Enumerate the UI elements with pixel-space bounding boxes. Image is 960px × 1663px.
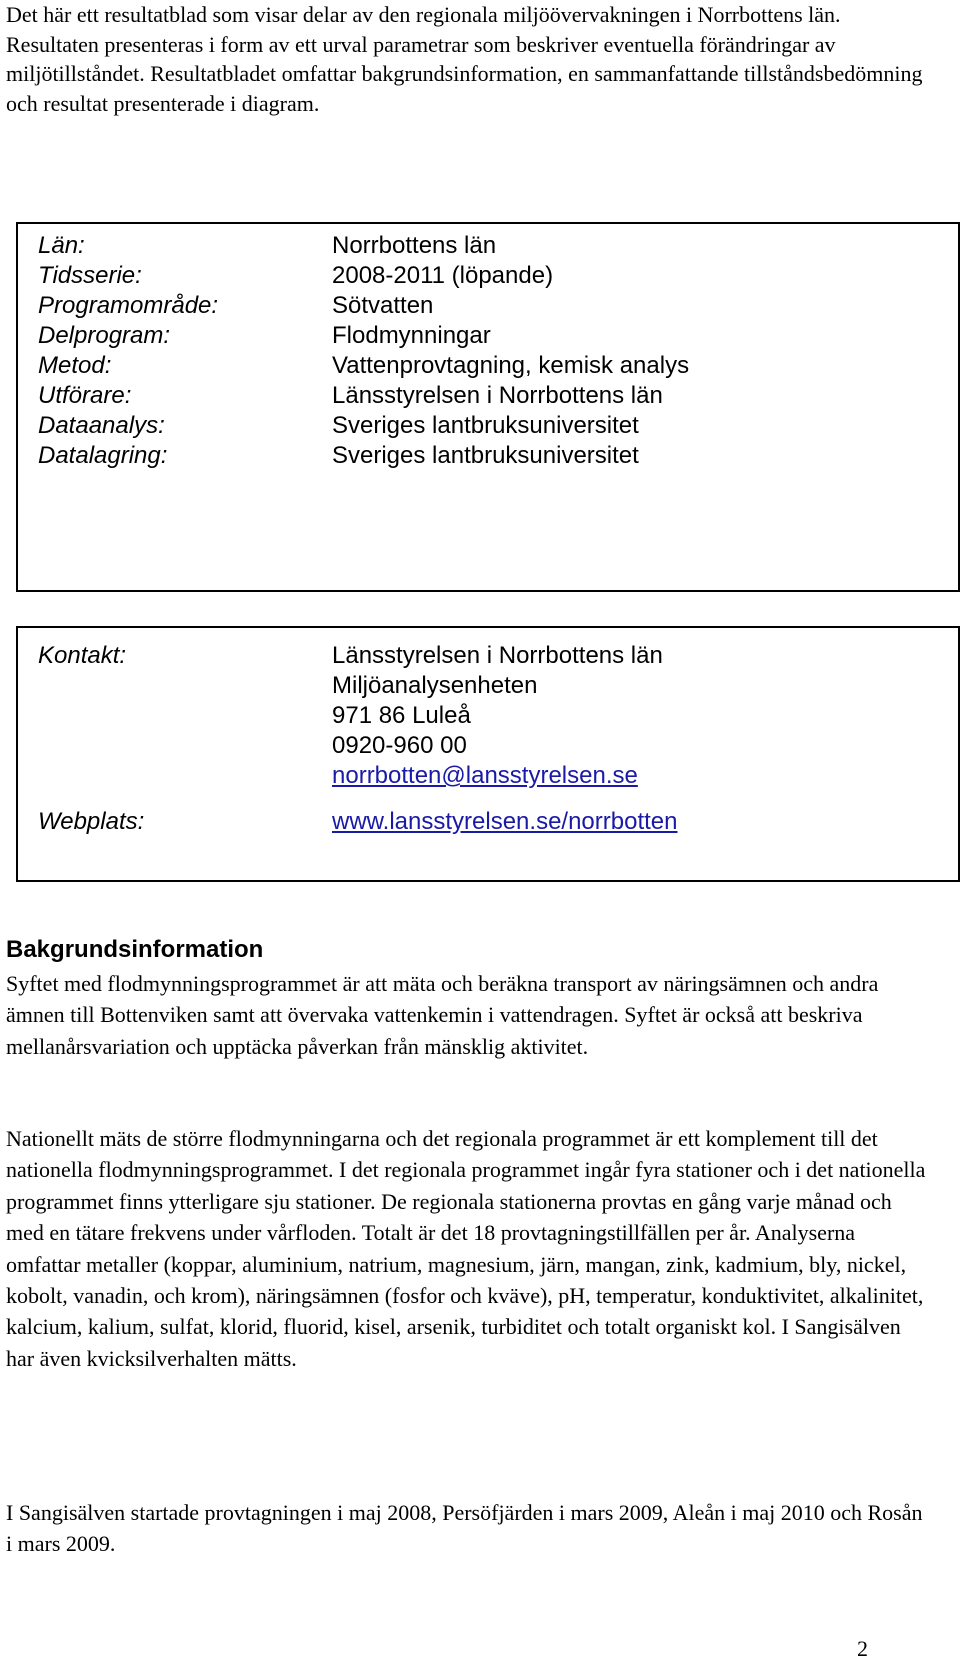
email-link[interactable]: norrbotten@lansstyrelsen.se (332, 762, 638, 789)
info-label: Programområde: (38, 292, 219, 319)
info-value: Sveriges lantbruksuniversitet (332, 442, 639, 469)
contact-row (18, 672, 958, 703)
info-row (18, 322, 958, 353)
info-row (18, 352, 958, 383)
web-link[interactable]: www.lansstyrelsen.se/norrbotten (332, 808, 678, 835)
info-row (18, 442, 958, 473)
info-label: Tidsserie: (38, 262, 142, 289)
info-row (18, 412, 958, 443)
info-row (18, 232, 958, 263)
info-value: Norrbottens län (332, 232, 497, 259)
contact-line: 0920-960 00 (332, 732, 467, 759)
info-value: Sötvatten (332, 292, 434, 319)
info-label: Metod: (38, 352, 112, 379)
info-value: Vattenprovtagning, kemisk analys (332, 352, 690, 379)
info-label: Utförare: (38, 382, 132, 409)
info-label: Län: (38, 232, 85, 259)
background-paragraph: Nationellt mäts de större flodmynningarna och det regionala programmet är ett komplement till det nationella flodmynningsprogrammet. I det regionala programmet ingår fyra stationer och i det nationella programmet finns ytterligare sju stationer. De regionala stationerna provtas en gång varje månad och med en tätare frekvens under vårfloden. Totalt är det 18 provtagningstillfällen per år. Analyserna omfattar metaller (koppar, aluminium, natrium, magnesium, järn, mangan, zink, kadmium, bly, nickel, kobolt, vanadin, och krom), näringsämnen (fosfor och kväve), pH, temperatur, konduktivitet, alkalinitet, kalcium, kalium, sulfat, klorid, fluorid, kisel, arsenik, turbiditet och totalt organiskt kol. I Sangisälven har även kvicksilverhalten mätts. (6, 1126, 926, 1371)
contact-label: Kontakt: (38, 642, 127, 669)
background-paragraph: I Sangisälven startade provtagningen i maj 2008, Persöfjärden i mars 2009, Aleån i maj 2010 och Rosån i mars 2009. (6, 1500, 923, 1557)
info-row (18, 262, 958, 293)
contact-row (18, 808, 958, 839)
info-value: Flodmynningar (332, 322, 491, 349)
info-value: 2008-2011 (löpande) (332, 262, 554, 289)
intro-paragraph: Det här ett resultatblad som visar delar av den regionala miljöövervakningen i Norrbottens län. Resultaten presenteras i form av ett urval parametrar som beskriver eventuella förändringar av miljötillståndet. Resultatbladet omfattar bakgrundsinformation, en sammanfattande tillståndsbedömning och resultat presenterade i diagram. (6, 2, 923, 116)
info-value: Sveriges lantbruksuniversitet (332, 412, 639, 439)
contact-line: Länsstyrelsen i Norrbottens län (332, 642, 663, 669)
info-value: Länsstyrelsen i Norrbottens län (332, 382, 663, 409)
contact-line: 971 86 Luleå (332, 702, 471, 729)
contact-row (18, 732, 958, 763)
info-label: Delprogram: (38, 322, 171, 349)
section-heading: Bakgrundsinformation (6, 936, 264, 963)
web-label: Webplats: (38, 808, 145, 835)
info-label: Datalagring: (38, 442, 168, 469)
info-row (18, 382, 958, 413)
contact-box (16, 626, 960, 882)
info-row (18, 292, 958, 323)
contact-line: Miljöanalysenheten (332, 672, 538, 699)
contact-row (18, 762, 958, 793)
page-number: 2 (857, 1636, 868, 1661)
contact-row (18, 702, 958, 733)
background-paragraph: Syftet med flodmynningsprogrammet är att mäta och beräkna transport av näringsämnen och andra ämnen till Bottenviken samt att övervaka vattenkemin i vattendragen. Syftet är också att beskriva mellanårsvariation och upptäcka påverkan från mänsklig aktivitet. (6, 971, 879, 1059)
contact-row (18, 642, 958, 673)
info-box (16, 222, 960, 592)
info-label: Dataanalys: (38, 412, 165, 439)
